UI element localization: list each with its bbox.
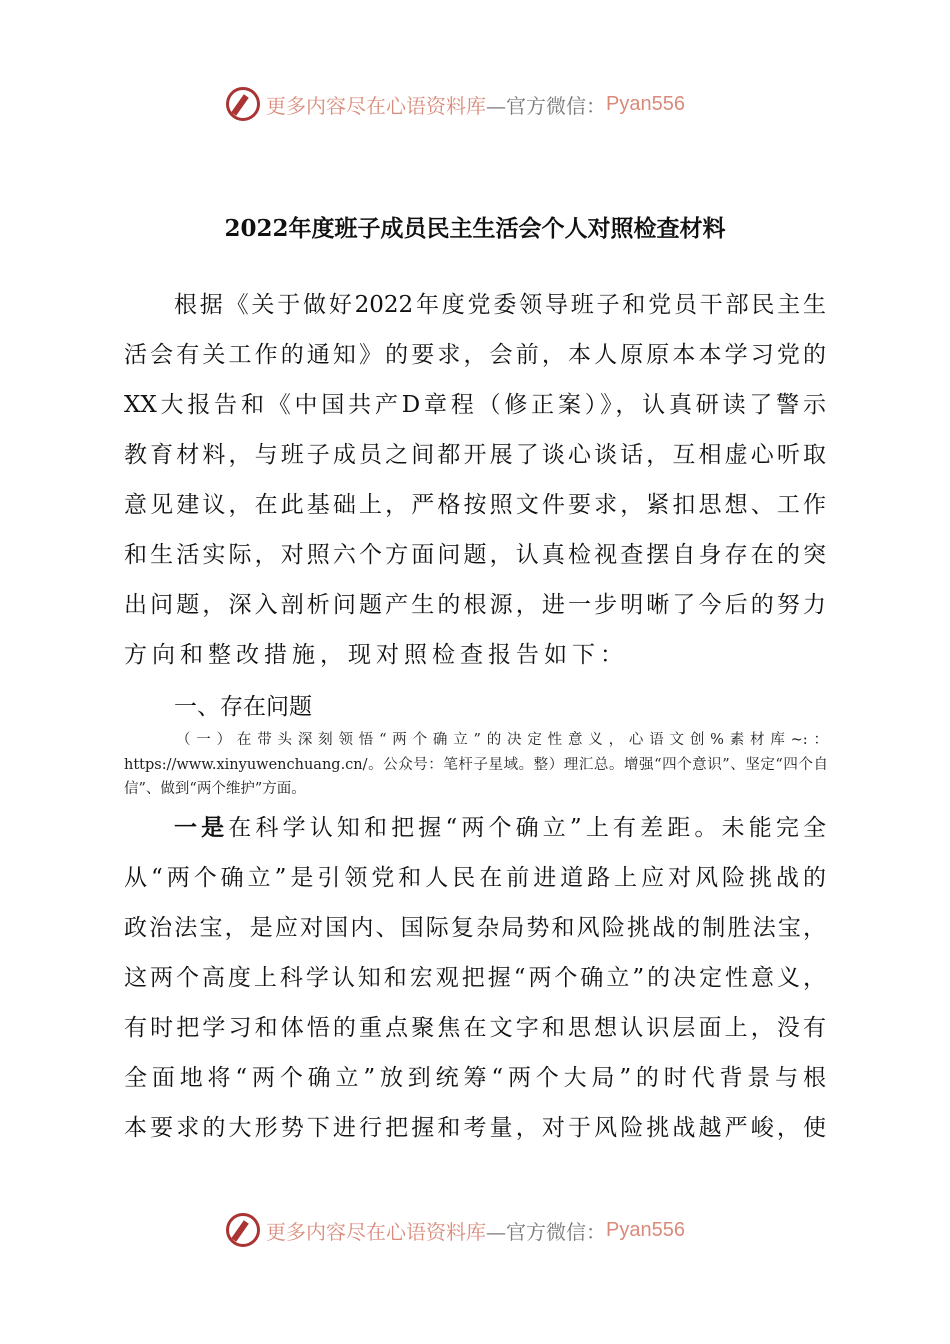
- text-line: [124, 590, 826, 620]
- footer-watermark: [226, 1210, 726, 1250]
- watermark-text: 更多内容尽在心语资料库: [266, 1219, 486, 1244]
- document-title: 2022年度班子成员民主生活会个人对照检查材料: [224, 215, 726, 242]
- watermark-label: —官方微信：: [486, 93, 606, 118]
- text-line: [124, 1063, 826, 1093]
- text-line: [124, 1013, 826, 1043]
- line-text: 活会有关工作的通知》的要求，会前，本人原原本本学习党的: [124, 342, 826, 368]
- pen-logo-icon: [226, 87, 260, 121]
- text-line: [174, 290, 826, 320]
- watermark-label: —官方微信：: [486, 1219, 606, 1244]
- line-text: 和生活实际，对照六个方面问题，认真检视查摆自身存在的突: [124, 542, 826, 568]
- line-text: 方向和整改措施，现对照检查报告如下：: [124, 642, 628, 668]
- line-text: 根据《关于做好2022年度党委领导班子和党员干部民主生: [174, 292, 826, 318]
- line-text: 意见建议，在此基础上，严格按照文件要求，紧扣思想、工作: [124, 492, 826, 518]
- text-line: [124, 640, 826, 670]
- line-text: 从“两个确立”是引领党和人民在前进道路上应对风险挑战的: [124, 865, 826, 891]
- text-line: [124, 540, 826, 570]
- line-text: 有时把学习和体悟的重点聚焦在文字和思想认识层面上，没有: [124, 1015, 826, 1041]
- watermark-wechat-id: Pyan556: [606, 1218, 685, 1241]
- text-line: [124, 913, 826, 943]
- line-text: 在科学认知和把握“两个确立”上有差距。未能完全: [228, 815, 826, 841]
- watermark-text: 更多内容尽在心语资料库: [266, 93, 486, 118]
- text-line: [124, 963, 826, 993]
- line-text: 政治法宝，是应对国内、国际复杂局势和风险挑战的制胜法宝，: [124, 915, 826, 941]
- text-line: [174, 813, 826, 843]
- text-line: [124, 1113, 826, 1143]
- text-line: [124, 440, 826, 470]
- line-text: 这两个高度上科学认知和宏观把握“两个确立”的决定性意义，: [124, 965, 826, 991]
- text-line: [124, 490, 826, 520]
- lead-phrase: 一是: [174, 814, 229, 841]
- line-text: XX大报告和《中国共产D章程（修正案）》，认真研读了警示: [124, 392, 826, 418]
- text-line: [124, 390, 826, 420]
- watermark-wechat-id: Pyan556: [606, 92, 685, 115]
- subsection-heading: （一）在带头深刻领悟“两个确立”的决定性意义，心语文创%素材库~:：https://www.xinyuwenchuang.cn/。公众号：笔杆子星域。整）理汇总。增强“四个意识”、坚定“四个自信”、做到“两个维护”方面。: [124, 732, 828, 797]
- line-text: 教育材料，与班子成员之间都开展了谈心谈话，互相虚心听取: [124, 442, 826, 468]
- line-text: 本要求的大形势下进行把握和考量，对于风险挑战越严峻，使: [124, 1115, 826, 1141]
- section-heading: 一、存在问题: [174, 694, 312, 720]
- pen-logo-icon: [226, 1213, 260, 1247]
- text-line: [124, 863, 826, 893]
- text-line: [124, 340, 826, 370]
- header-watermark: [226, 84, 726, 124]
- line-text: 出问题，深入剖析问题产生的根源，进一步明晰了今后的努力: [124, 592, 826, 618]
- line-text: 全面地将“两个确立”放到统筹“两个大局”的时代背景与根: [124, 1065, 826, 1091]
